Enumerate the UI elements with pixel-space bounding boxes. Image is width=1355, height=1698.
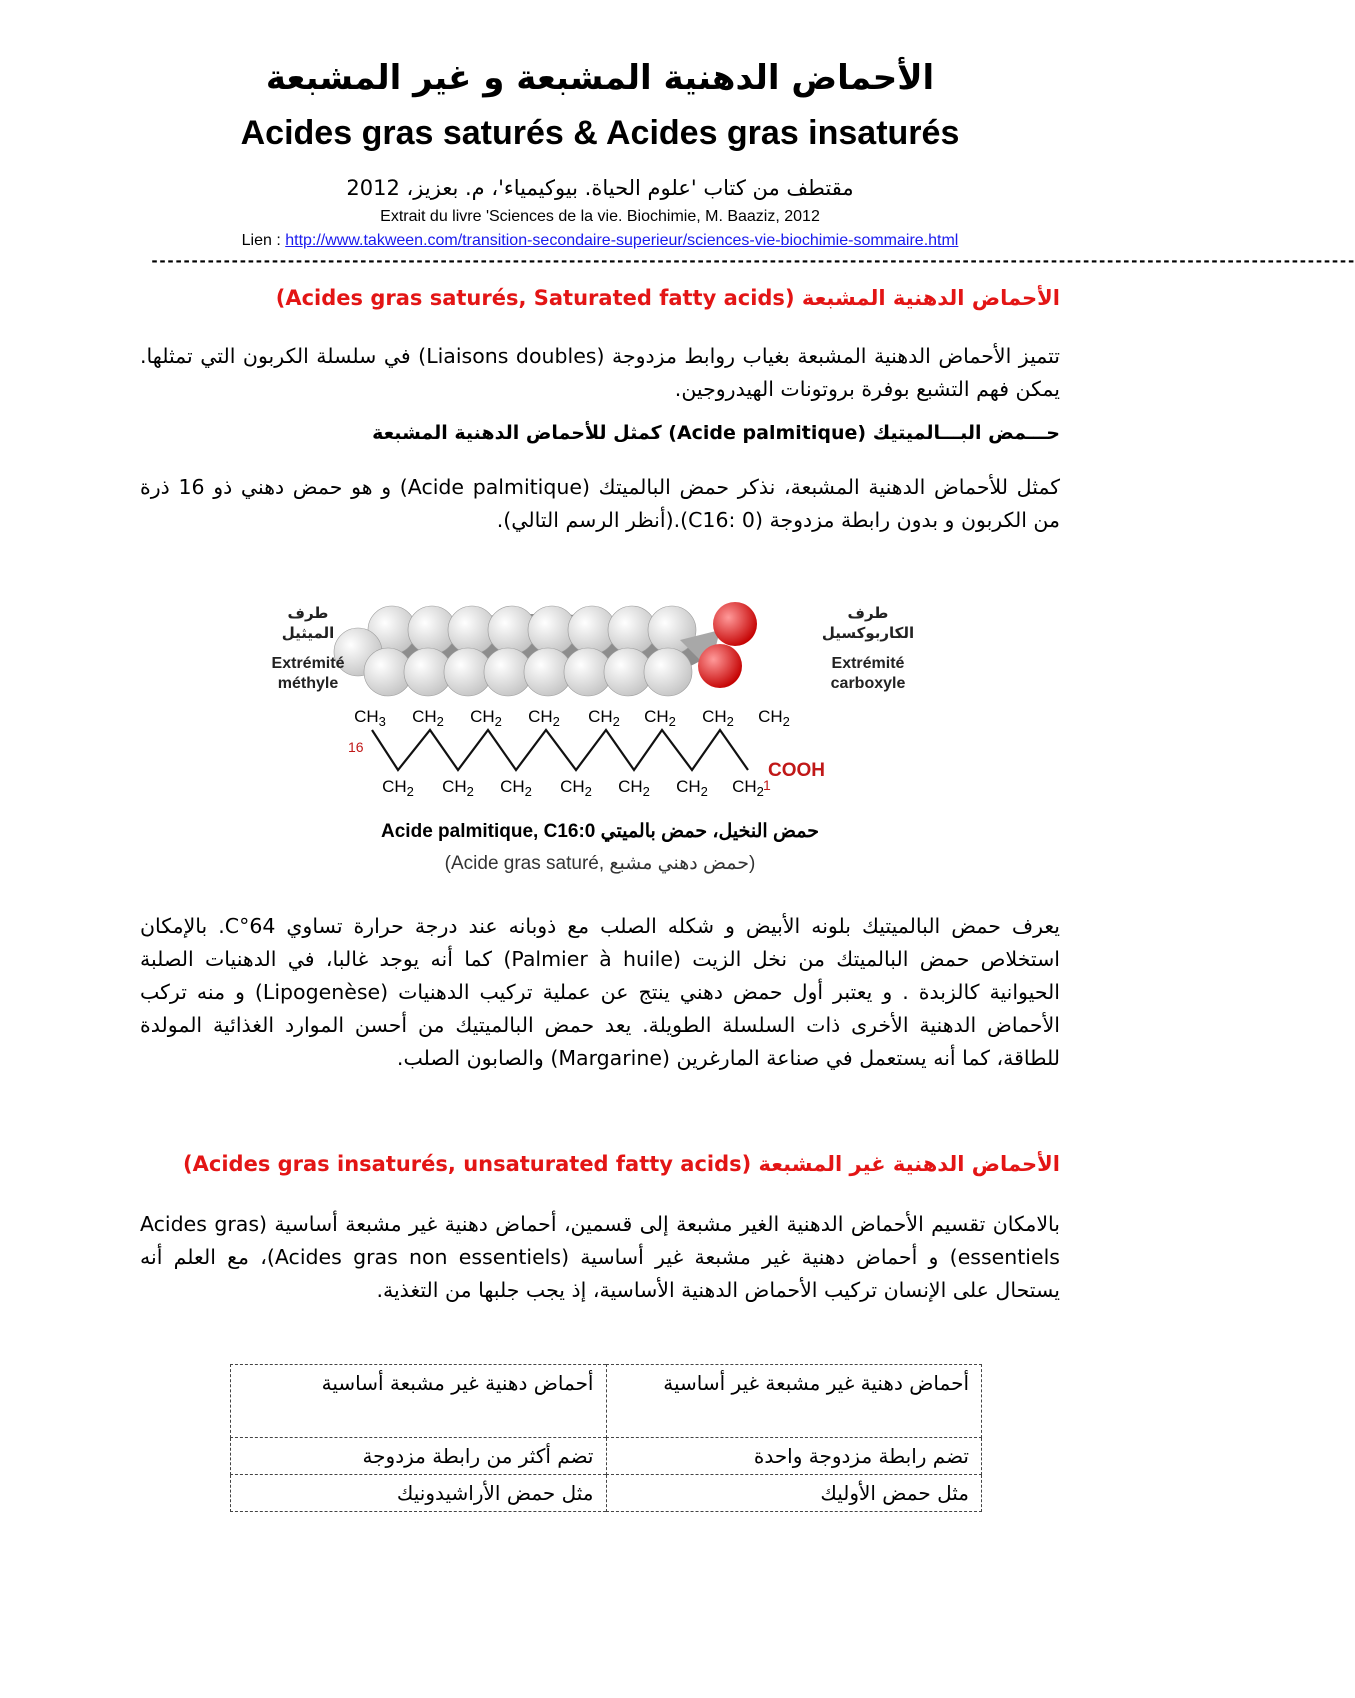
methyl-label-fr1: Extrémité (271, 655, 345, 672)
dashed-divider: ------------------------------------------------------------------------------------------------------------------------------------------------------ (150, 252, 1355, 270)
ch-group-label: $CH_3$ (354, 707, 386, 729)
section-heading-saturated: الأحماض الدهنية المشبعة (Acides gras saturés, Saturated fatty acids) (275, 286, 1060, 310)
table-cell: أحماض دهنية غير مشبعة أساسية (231, 1365, 607, 1438)
methyl-label-ar1: طرف (287, 604, 329, 622)
table-cell: أحماض دهنية غير مشبعة غير أساسية (606, 1365, 982, 1438)
ch-group-label: $CH_2$ (470, 707, 502, 729)
ch-group-label: $CH_2$ (618, 777, 650, 799)
table-cell: مثل حمض الأوليك (606, 1475, 982, 1512)
ch-group-label: $CH_2$ (702, 707, 734, 729)
subheading-palmitic: حـــمض البـــالميتيك (Acide palmitique) كمثل للأحماض الدهنية المشبعة (372, 422, 1060, 444)
table-cell: تضم أكثر من رابطة مزدوجة (231, 1438, 607, 1475)
methyl-label-ar2: الميثيل (281, 624, 335, 642)
top-ch-groups (354, 707, 790, 729)
source-link[interactable]: http://www.takween.com/transition-secondaire-superieur/sciences-vie-biochimie-sommaire.html (285, 232, 959, 249)
table-row (231, 1438, 982, 1475)
carbon-1-label: 1 (763, 777, 771, 793)
carboxyl-label-fr2: carboxyle (830, 675, 906, 692)
ch-group-label: $CH_2$ (528, 707, 560, 729)
ch-group-label: $CH_2$ (644, 707, 676, 729)
paragraph-palmitic-intro: كمثل للأحماض الدهنية المشبعة، نذكر حمض البالميتك (Acide palmitique) و هو حمض دهني ذو 16 ذرة من الكربون و بدون رابطة مزدوجة (C16: 0).(أنظر الرسم التالي). (140, 475, 1061, 532)
carboxyl-label-ar2: الكاربوكسيل (821, 624, 915, 642)
figure-caption-sub: (Acide gras saturé, حمض دهني مشبع) (444, 853, 756, 874)
carbon-16-label: 16 (348, 739, 364, 755)
title-french: Acides gras saturés & Acides gras insaturés (240, 114, 960, 152)
source-arabic: مقتطف من كتاب 'علوم الحياة. بيوكيمياء'، م. بعزيز، 2012 (346, 176, 854, 200)
section-heading-unsaturated: الأحماض الدهنية غير المشبعة (Acides gras insaturés, unsaturated fatty acids) (183, 1152, 1060, 1176)
palmitic-acid-figure (271, 600, 930, 890)
ch-group-label: $CH_2$ (732, 777, 764, 799)
link-label: Lien : (241, 232, 286, 249)
comparison-table (230, 1364, 982, 1512)
table-row (231, 1365, 982, 1438)
ch-group-label: $CH_2$ (500, 777, 532, 799)
hydrogen-atom (644, 648, 692, 696)
ch-group-label: $CH_2$ (442, 777, 474, 799)
oxygen-atom (698, 644, 742, 688)
carbon-chain-zigzag (372, 730, 748, 770)
cooh-label: COOH (768, 760, 825, 781)
ch-group-label: $CH_2$ (758, 707, 790, 729)
source-french: Extrait du livre 'Sciences de la vie. Biochimie, M. Baaziz, 2012 (380, 208, 820, 225)
ch-group-label: $CH_2$ (588, 707, 620, 729)
space-filling-model (334, 602, 757, 696)
oxygen-atom (713, 602, 757, 646)
paragraph-saturated-intro: تتميز الأحماض الدهنية المشبعة بغياب روابط مزدوجة (Liaisons doubles) في سلسلة الكربون التي تمثلها. يمكن فهم التشبع بوفرة بروتونات الهيدروجين. (140, 344, 1060, 401)
title-arabic: الأحماض الدهنية المشبعة و غير المشبعة (265, 58, 935, 98)
table-cell: تضم رابطة مزدوجة واحدة (606, 1438, 982, 1475)
paragraph-unsaturated: بالامكان تقسيم الأحماض الدهنية الغير مشبعة إلى قسمين، أحماض دهنية غير مشبعة أساسية (Acides gras essentiels) و أحماض دهنية غير مشبعة غير أساسية (Acides gras non essentiels)، مع العلم أنه يستحال على الإنسان تركيب الأحماض الدهنية الأساسية، إذ يجب جلبها من التغذية. (140, 1212, 1060, 1302)
figure-caption-main: Acide palmitique, C16:0 حمض النخيل، حمض بالميتي (381, 821, 819, 842)
carboxyl-label-ar1: طرف (847, 604, 889, 622)
ch-group-label: $CH_2$ (412, 707, 444, 729)
paragraph-palmitic-properties: يعرف حمض البالميتيك بلونه الأبيض و شكله الصلب مع ذوبانه عند درجة حرارة تساوي 64°C. بالإمكان استخلاص حمض البالميتك من نخل الزيت (Palmier à huile) كما أنه يوجد غالبا، في الدهنيات الصلبة الحيوانية كالزبدة . و يعتبر أول حمض دهني ينتج عن عملية تركيب الدهنيات (Lipogenèse) و منه تركب الأحماض الدهنية الأخرى ذات السلسلة الطويلة. يعد حمض البالميتيك من أحسن الموارد الغذائية المولدة للطاقة، كما أنه يستعمل في صناعة المارغرين (Margarine) والصابون الصلب. (140, 914, 1060, 1070)
ch-group-label: $CH_2$ (382, 777, 414, 799)
carboxyl-label-fr1: Extrémité (831, 655, 905, 672)
ch-group-label: $CH_2$ (560, 777, 592, 799)
table-cell: مثل حمض الأراشيدونيك (231, 1475, 607, 1512)
methyl-label-fr2: méthyle (277, 675, 339, 692)
bottom-ch-groups (382, 777, 764, 799)
ch-group-label: $CH_2$ (676, 777, 708, 799)
source-link-line (0, 232, 1200, 250)
table-row (231, 1475, 982, 1512)
